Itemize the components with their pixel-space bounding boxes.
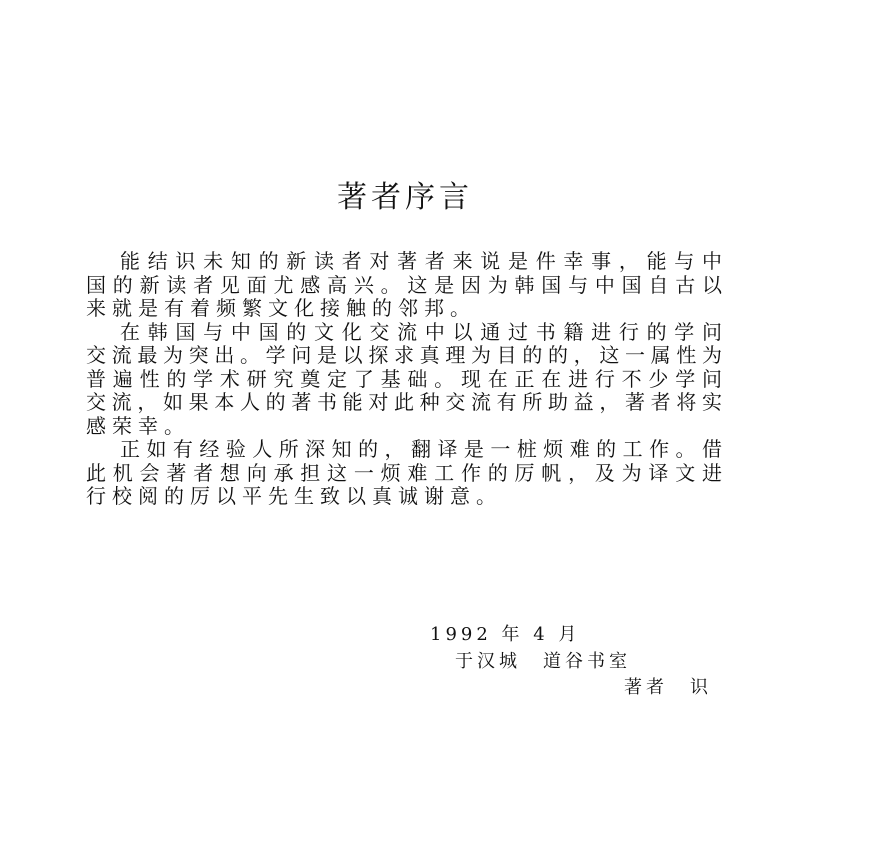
page-title: 著者序言: [337, 180, 473, 215]
paragraph-3: [86, 438, 722, 509]
text-line: 行校阅的厉以平先生致以真诚谢意。: [86, 484, 502, 508]
signature-place: 于汉城 道谷书室: [455, 651, 631, 672]
text-line: 在韩国与中国的文化交流中以通过书籍进行的学问: [120, 319, 722, 344]
text-line: 交流最为突出。学问是以探求真理为目的的，这一属性为: [86, 343, 722, 367]
text-line: 此机会著者想向承担这一烦难工作的厉帆，及为译文进: [86, 460, 722, 485]
signature-date: 1992 年 4 月: [430, 624, 581, 645]
text-line: 普遍性的学术研究奠定了基础。现在正在进行不少学问: [86, 366, 722, 391]
text-line: 正如有经验人所深知的，翻译是一桩烦难的工作。借: [120, 437, 722, 461]
preface-body: [86, 250, 722, 509]
text-line: 能结识未知的新读者对著者来说是件幸事，能与中: [120, 249, 722, 273]
text-line: 来就是有着频繁文化接触的邻邦。: [86, 296, 476, 320]
text-line: 国的新读者见面尤感高兴。这是因为韩国与中国自古以: [86, 272, 722, 297]
paragraph-2: [86, 321, 722, 439]
paragraph-1: [86, 250, 722, 321]
text-line: 交流，如果本人的著书能对此种交流有所助益，著者将实: [86, 390, 722, 414]
text-line: 感荣幸。: [86, 413, 190, 438]
signature-author: 著者 识: [624, 677, 712, 698]
